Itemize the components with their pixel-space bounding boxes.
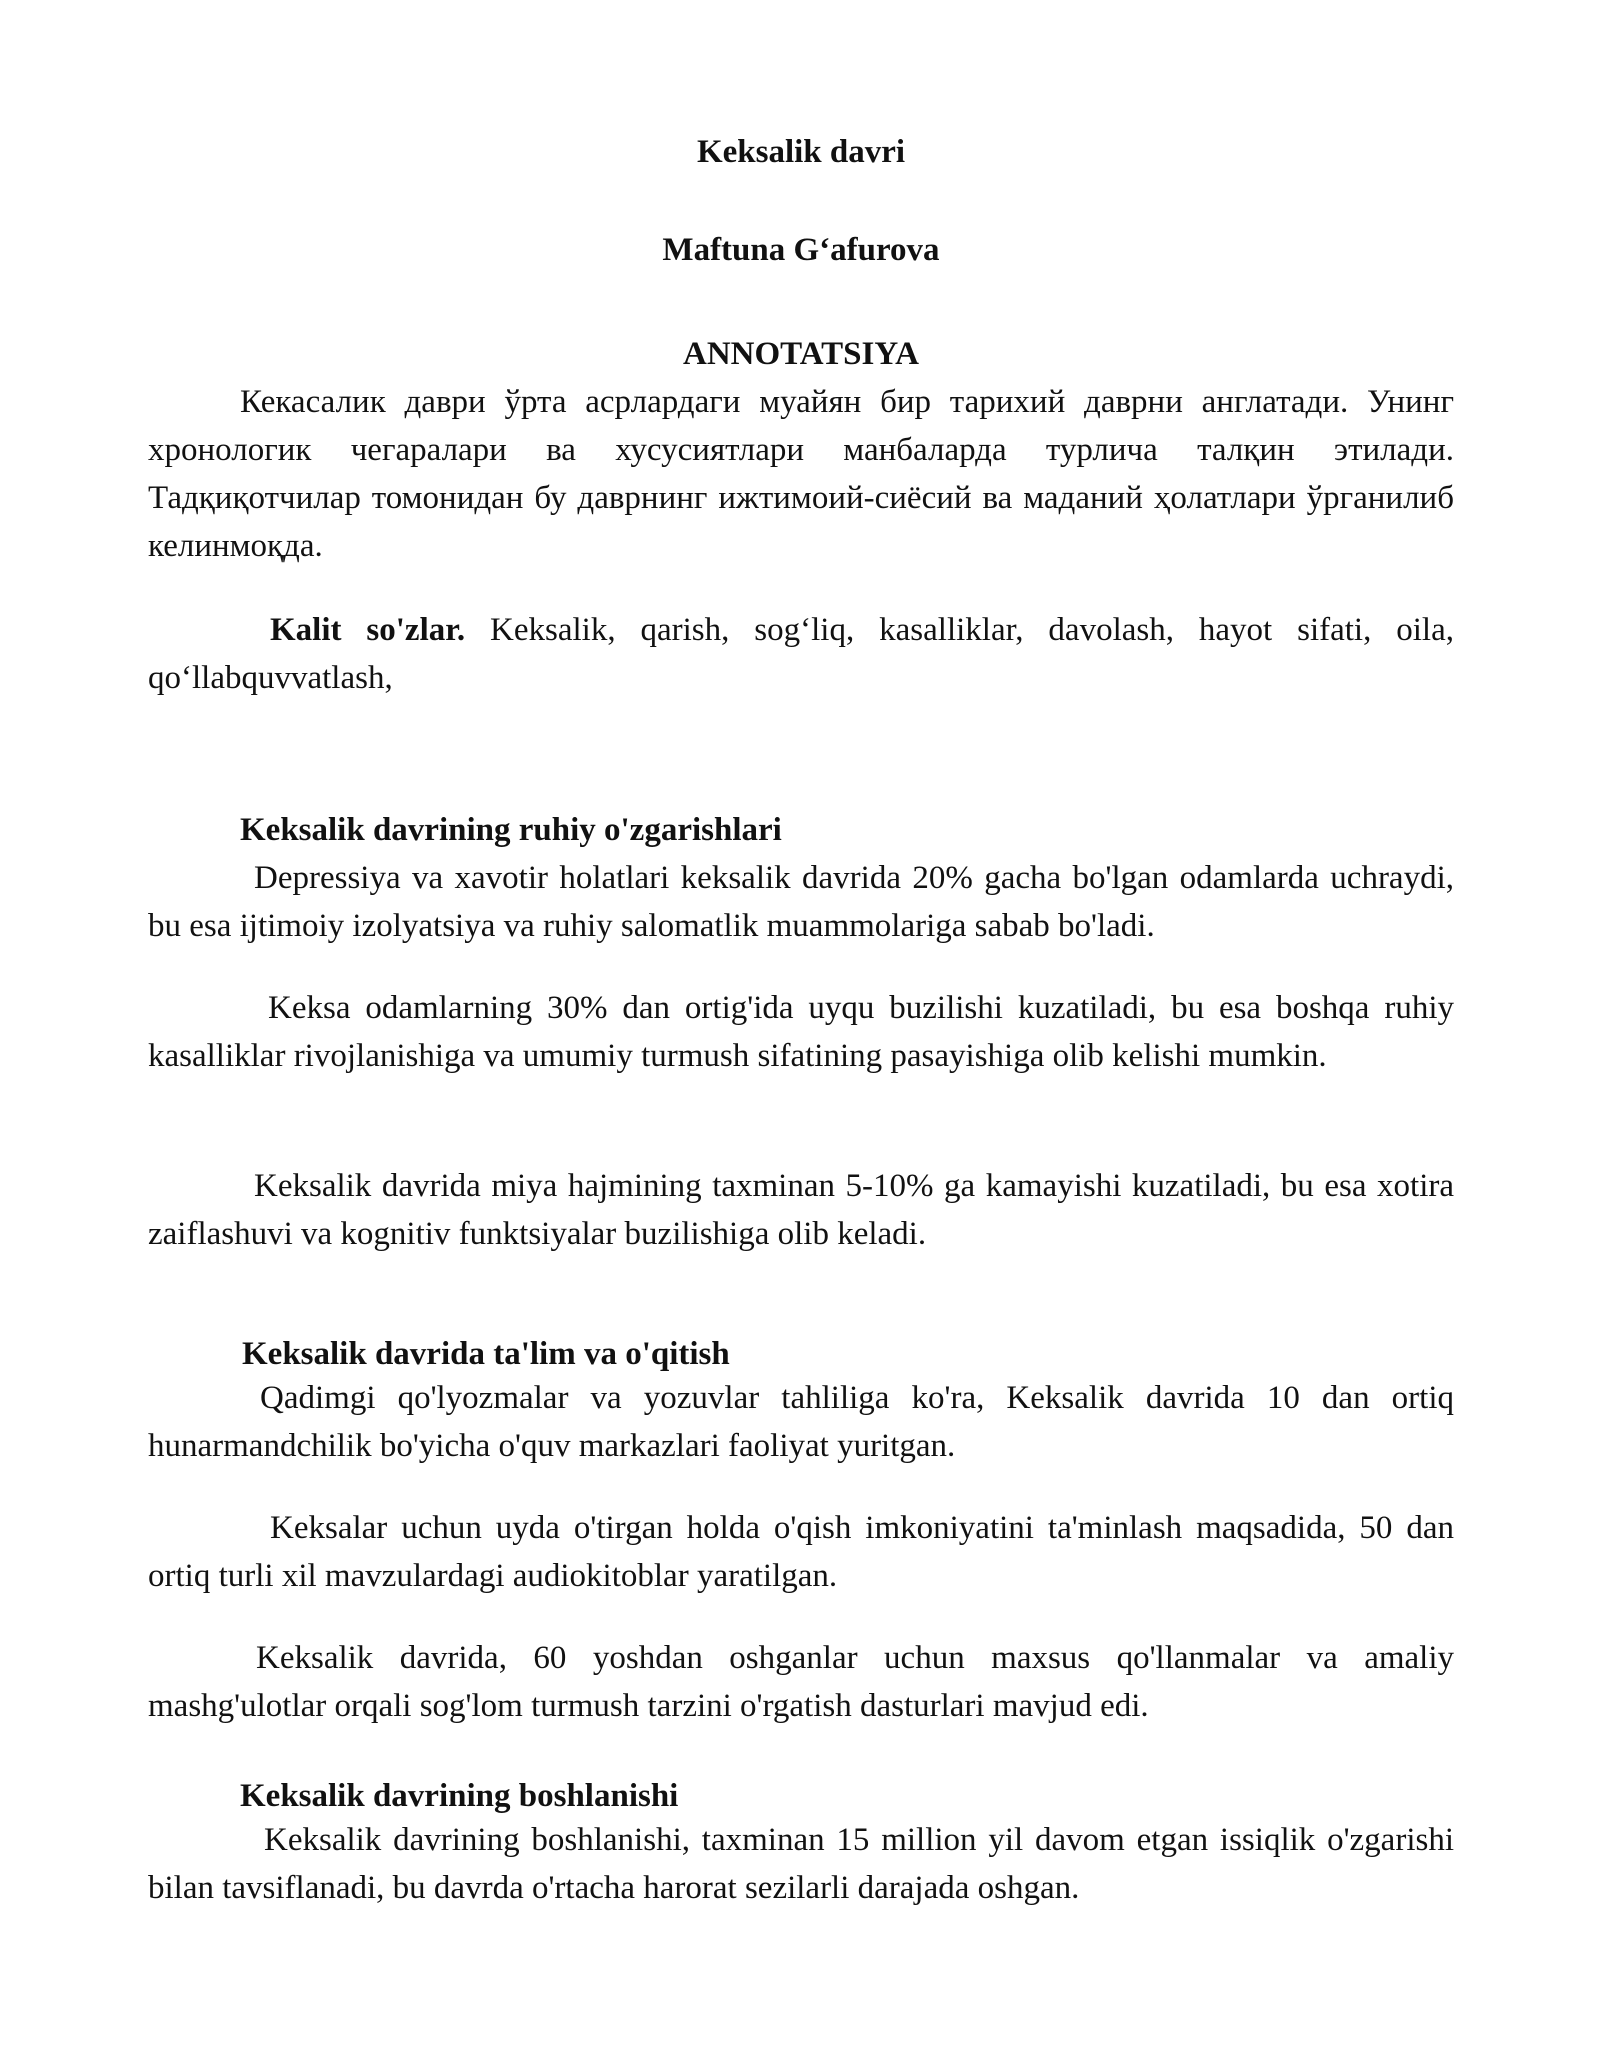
section-paragraph: Qadimgi qo'lyozmalar va yozuvlar tahliliga ko'ra, Keksalik davrida 10 dan ortiq hunarmandchilik bo'yicha o'quv markazlari faoliyat yuritgan. (148, 1380, 1454, 1464)
keywords-text: Keksalik, qarish, sog‘liq, kasalliklar, davolash, hayot sifati, oila, qo‘llabquvvatlash, (148, 612, 1454, 696)
section-heading: Keksalik davrida ta'lim va o'qitish (242, 1336, 730, 1372)
section-paragraph: Keksalik davrida, 60 yoshdan oshganlar uchun maxsus qo'llanmalar va amaliy mashg'ulotlar orqali sog'lom turmush tarzini o'rgatish dasturlari mavjud edi. (148, 1640, 1454, 1724)
section-heading: Keksalik davrining boshlanishi (240, 1778, 679, 1814)
section-paragraph: Depressiya va xavotir holatlari keksalik davrida 20% gacha bo'lgan odamlarda uchraydi, bu esa ijtimoiy izolyatsiya va ruhiy salomatlik muammolariga sabab bo'ladi. (148, 860, 1454, 944)
keywords-paragraph (148, 606, 1454, 702)
section-paragraph: Keksalar uchun uyda o'tirgan holda o'qish imkoniyatini ta'minlash maqsadida, 50 dan ortiq turli xil mavzulardagi audiokitoblar yaratilgan. (148, 1510, 1454, 1594)
abstract-heading: ANNOTATSIYA (683, 336, 919, 372)
keywords-label: Kalit so'zlar. (270, 612, 466, 648)
section-paragraph: Keksalik davrida miya hajmining taxminan 5-10% ga kamayishi kuzatiladi, bu esa xotira zaiflashuvi va kognitiv funktsiyalar buzilishiga olib keladi. (148, 1168, 1454, 1252)
document-title: Keksalik davri (696, 134, 906, 170)
document-author: Maftuna G‘afurova (662, 232, 940, 268)
section-paragraph: Keksalik davrining boshlanishi, taxminan 15 million yil davom etgan issiqlik o'zgarishi bilan tavsiflanadi, bu davrda o'rtacha harorat sezilarli darajada oshgan. (148, 1822, 1454, 1906)
section-heading: Keksalik davrining ruhiy o'zgarishlari (240, 812, 782, 848)
section-paragraph: Keksa odamlarning 30% dan ortig'ida uyqu buzilishi kuzatiladi, bu esa boshqa ruhiy kasalliklar rivojlanishiga va umumiy turmush sifatining pasayishiga olib kelishi mumkin. (148, 990, 1454, 1074)
abstract-text: Кекасалик даври ўрта асрлардаги муайян бир тарихий даврни англатади. Унинг хронологик чегаралари ва хусусиятлари манбаларда турлича талқин этилади. Тадқиқотчилар томонидан бу даврнинг ижтимоий-сиёсий ва маданий ҳолатлари ўрганилиб келинмоқда. (148, 384, 1454, 564)
